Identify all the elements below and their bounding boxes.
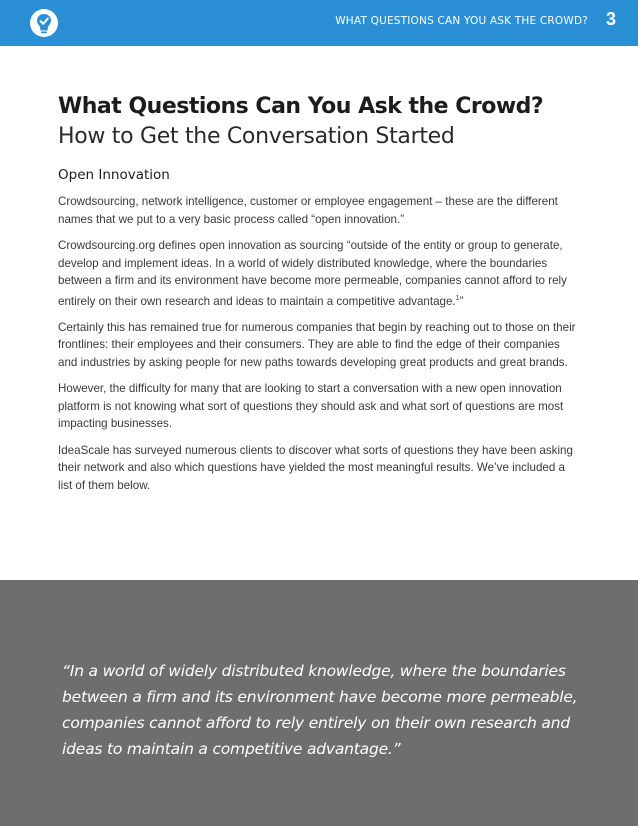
- paragraph-5: IdeaScale has surveyed numerous clients to discover what sorts of questions they have been asking their network and also which questions have yielded the most meaningful results. We’ve included a list of them below.: [58, 443, 573, 492]
- main-content: [58, 93, 580, 503]
- page-subtitle: How to Get the Conversation Started: [58, 124, 455, 149]
- page-number: 3: [605, 9, 616, 29]
- page-title: What Questions Can You Ask the Crowd?: [58, 94, 544, 119]
- pull-quote-box: [0, 580, 638, 826]
- paragraph-3: Certainly this has remained true for numerous companies that begin by reaching out to those on their frontlines: their employees and their consumers. They are able to find the edge of their companies and industries by asking people for new paths towards developing great products and great brands.: [58, 320, 576, 369]
- paragraph-2-closing-quote: ”: [459, 294, 464, 308]
- paragraph-2-text: Crowdsourcing.org defines open innovation as sourcing “outside of the entity or group to generate, develop and implement ideas. In a world of widely distributed knowledge, where the boundaries between a firm and its environment have become more permeable, companies cannot afford to rely entirely on their own research and ideas to maintain a competitive advantage.: [58, 239, 567, 308]
- footnote-marker: 1: [455, 294, 460, 302]
- paragraph-2: [58, 237, 580, 310]
- header-bar: [0, 0, 638, 46]
- section-heading: Open Innovation: [58, 167, 170, 183]
- lightbulb-checkmark-icon: [30, 9, 58, 37]
- pull-quote-text: “In a world of widely distributed knowledge, where the boundaries between a firm and its environment have become more permeable, companies cannot afford to rely entirely on their own research and ideas to maintain a competitive advantage.”: [62, 662, 578, 758]
- running-header: WHAT QUESTIONS CAN YOU ASK THE CROWD?: [335, 15, 588, 27]
- paragraph-4: However, the difficulty for many that are looking to start a conversation with a new open innovation platform is not knowing what sort of questions they should ask and what sort of questions are most impacting businesses.: [58, 382, 564, 431]
- paragraph-1: Crowdsourcing, network intelligence, customer or employee engagement – these are the different names that we put to a very basic process called “open innovation.”: [58, 195, 558, 226]
